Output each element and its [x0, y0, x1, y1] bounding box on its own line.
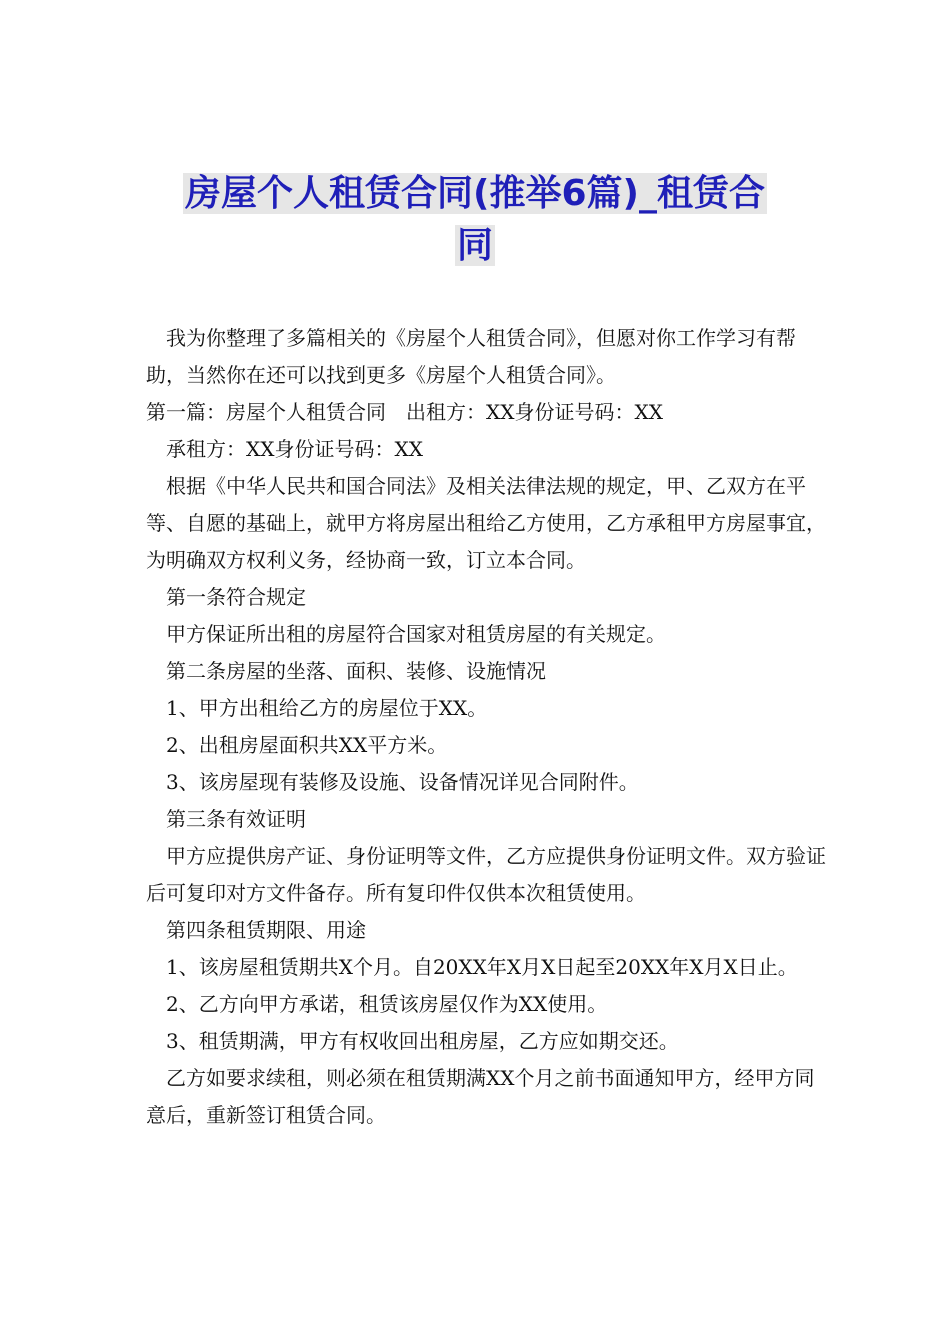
article-2-item-2: 2、出租房屋面积共XX平方米。: [166, 733, 448, 757]
article-3-heading: 第三条有效证明: [166, 807, 306, 831]
article-4-renewal: 乙方如要求续租，则必须在租赁期满XX个月之前书面通知甲方，经甲方同意后，重新签订租赁合同。: [146, 1066, 815, 1127]
paragraph-lessor: 第一篇：房屋个人租赁合同 出租方：XX身份证号码：XX: [146, 400, 663, 424]
article-4-item-1: 1、该房屋租赁期共X个月。自20XX年X月X日起至20XX年X月X日止。: [166, 955, 798, 979]
article-2-item-1: 1、甲方出租给乙方的房屋位于XX。: [166, 696, 488, 720]
page-title: [140, 168, 810, 272]
article-3-text: 甲方应提供房产证、身份证明等文件，乙方应提供身份证明文件。双方验证后可复印对方文件备存。所有复印件仅供本次租赁使用。: [146, 844, 826, 905]
paragraph-intro: 我为你整理了多篇相关的《房屋个人租赁合同》，但愿对你工作学习有帮助，当然你在还可以找到更多《房屋个人租赁合同》。: [146, 326, 796, 387]
paragraph-basis: 根据《中华人民共和国合同法》及相关法律法规的规定，甲、乙双方在平等、自愿的基础上，就甲方将房屋出租给乙方使用，乙方承租甲方房屋事宜，为明确双方权利义务，经协商一致，订立本合同。: [146, 474, 826, 572]
paragraph-lessee: 承租方：XX身份证号码：XX: [166, 437, 423, 461]
article-2-heading: 第二条房屋的坐落、面积、装修、设施情况: [166, 659, 546, 683]
article-4-item-3: 3、租赁期满，甲方有权收回出租房屋，乙方应如期交还。: [166, 1029, 679, 1053]
article-1-text: 甲方保证所出租的房屋符合国家对租赁房屋的有关规定。: [166, 622, 666, 646]
article-1-heading: 第一条符合规定: [166, 585, 306, 609]
article-2-item-3: 3、该房屋现有装修及设施、设备情况详见合同附件。: [166, 770, 639, 794]
article-4-item-2: 2、乙方向甲方承诺，租赁该房屋仅作为XX使用。: [166, 992, 608, 1016]
article-4-heading: 第四条租赁期限、用途: [166, 918, 366, 942]
title-line-1: 房屋个人租赁合同(推举6篇)_租赁合: [185, 173, 765, 214]
title-line-2: 同: [456, 225, 493, 266]
document-body: [146, 320, 826, 1134]
